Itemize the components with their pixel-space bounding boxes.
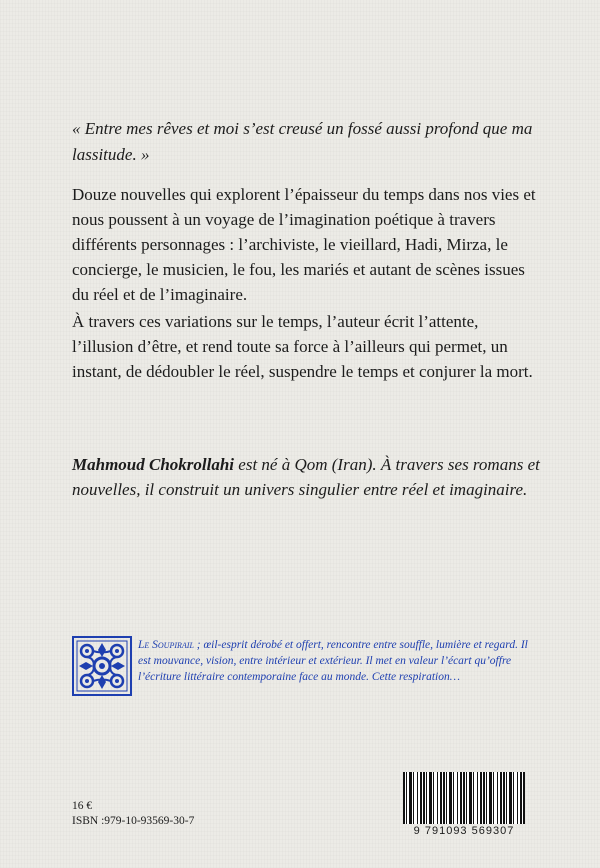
isbn: ISBN :979-10-93569-30-7 (72, 815, 195, 827)
collection-description (138, 637, 538, 685)
author-name: Mahmoud Chokrollahi (72, 455, 235, 474)
epigraph-quote: « Entre mes rêves et moi s’est creusé un fossé aussi profond que ma lassitude. » (72, 119, 533, 164)
theme-paragraph: À travers ces variations sur le temps, l’auteur écrit l’attente, l’illusion d’être, et rend toute sa force à l’ailleurs qui permet, un instant, de dédoubler le réel, suspendre le temps et conjurer la mort. (72, 312, 533, 381)
barcode-number: 9 791093 569307 (413, 825, 515, 837)
price: 16 € (72, 800, 93, 812)
collection-ornament-icon (72, 636, 132, 696)
ean-barcode-icon (403, 772, 525, 824)
collection-name: Le Soupirail (138, 639, 194, 651)
barcode (403, 772, 525, 840)
summary-paragraph: Douze nouvelles qui explorent l’épaisseur du temps dans nos vies et nous poussent à un voyage de l’imagination poétique à travers différents personnages : l’archiviste, le vieillard, Hadi, Mirza, le concierge, le musicien, le fou, les mariés et autant de scènes issues du réel et de l’imaginaire. (72, 185, 536, 304)
author-bio (72, 452, 542, 502)
collection-text: ; œil-esprit dérobé et offert, rencontre entre souffle, lumière et regard. Il est mouvance, vision, entre intérieur et extérieur. Il met en valeur l’écart qu’offre l’écriture littéraire contemporaine face au monde. Cette respiration… (138, 639, 528, 683)
author-bio-text: est né à Qom (Iran). À travers ses romans et nouvelles, il construit un univers singulier entre réel et imaginaire. (72, 455, 540, 499)
